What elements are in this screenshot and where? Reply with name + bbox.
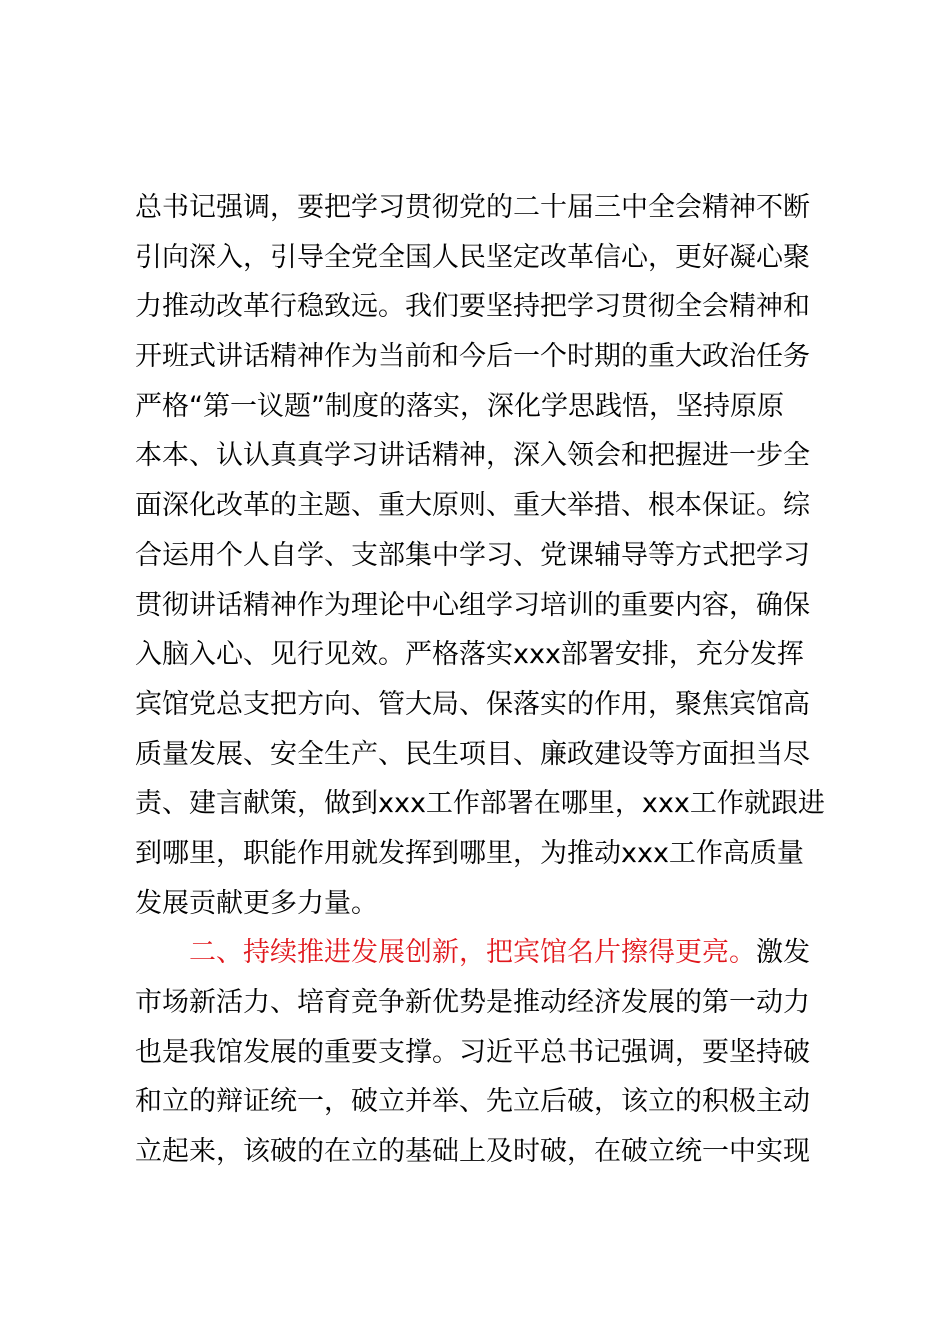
paragraph-line: 开班式讲话精神作为当前和今后一个时期的重大政治任务 [135,341,810,373]
paragraph-line: 引向深入，引导全党全国人民坚定改革信心，更好凝心聚 [135,241,810,273]
section-heading-line [135,928,895,978]
paragraph-line: 宾馆党总支把方向、管大局、保落实的作用，聚焦宾馆高 [135,688,810,720]
section-heading-continuation: 激发 [756,937,810,969]
paragraph-line: 立起来，该破的在立的基础上及时破，在破立统一中实现 [135,1136,810,1168]
paragraph-line: 严格“第一议题”制度的落实，深化学思践悟，坚持原原 [135,390,784,422]
document-body [135,183,895,1177]
paragraph-line: 和立的辩证统一，破立并举、先立后破，该立的积极主动 [135,1086,810,1118]
paragraph-line: 也是我馆发展的重要支撑。习近平总书记强调，要坚持破 [135,1036,810,1068]
paragraph-line: 本本、认认真真学习讲话精神，深入领会和把握进一步全 [135,440,810,472]
paragraph-line: 贯彻讲话精神作为理论中心组学习培训的重要内容，确保 [135,589,810,621]
paragraph-line: 到哪里，职能作用就发挥到哪里，为推动xxx工作高质量 [135,837,804,869]
section-heading: 二、持续推进发展创新，把宾馆名片擦得更亮。 [189,937,756,969]
paragraph-line: 市场新活力、培育竞争新优势是推动经济发展的第一动力 [135,987,810,1018]
paragraph-line: 面深化改革的主题、重大原则、重大举措、根本保证。综 [135,490,810,522]
paragraph-line: 责、建言献策，做到xxx工作部署在哪里，xxx工作就跟进 [135,788,825,820]
paragraph-line: 质量发展、安全生产、民生项目、廉政建设等方面担当尽 [135,738,810,770]
paragraph-line: 合运用个人自学、支部集中学习、党课辅导等方式把学习 [135,539,810,571]
paragraph-line: 力推动改革行稳致远。我们要坚持把学习贯彻全会精神和 [135,291,810,323]
paragraph-line: 入脑入心、见行见效。严格落实xxx部署安排，充分发挥 [135,639,804,671]
paragraph-line: 发展贡献更多力量。 [135,887,378,919]
paragraph-line: 总书记强调，要把学习贯彻党的二十届三中全会精神不断 [135,192,810,223]
